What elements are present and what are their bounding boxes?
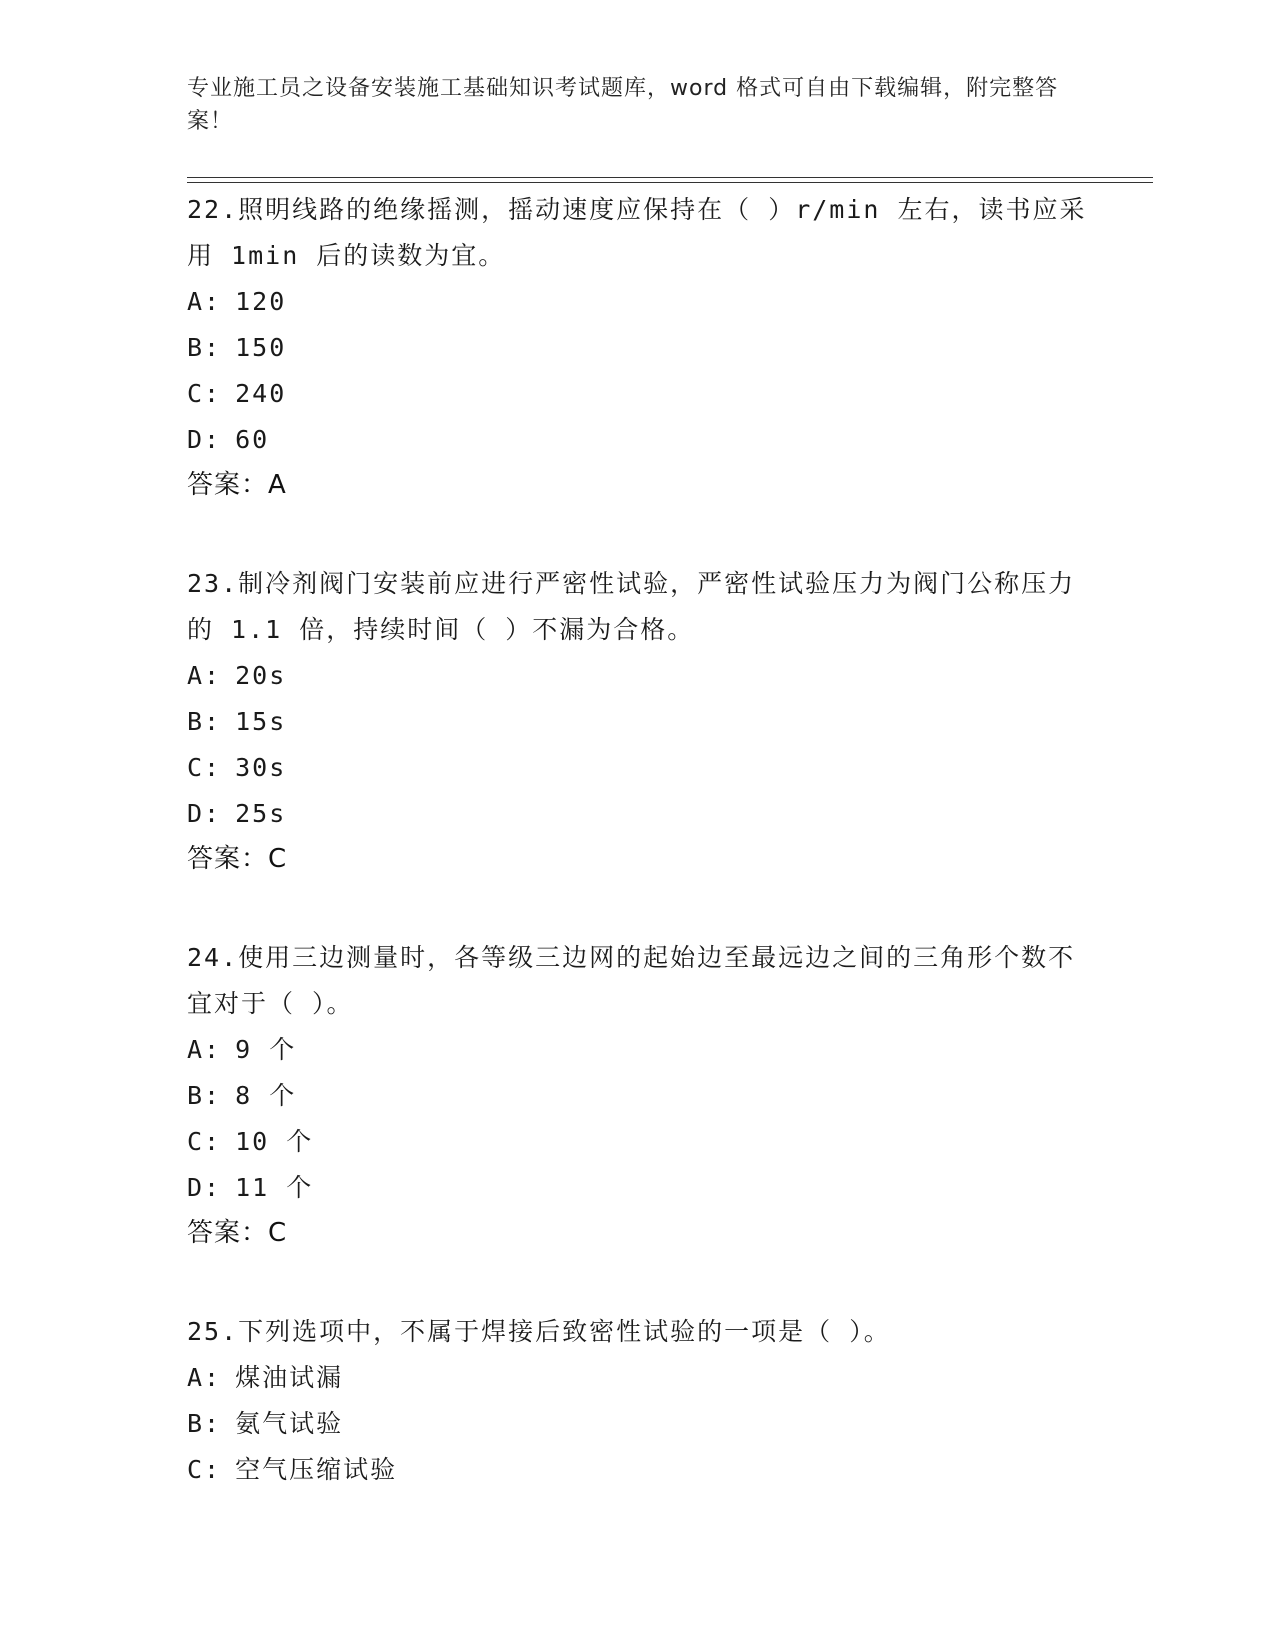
option-key: C: — [187, 1455, 222, 1484]
question-23 — [187, 561, 1087, 881]
option-a — [187, 653, 1087, 699]
option-key: D: — [187, 425, 222, 454]
question-22 — [187, 187, 1087, 507]
option-key: B: — [187, 707, 222, 736]
question-stem: 使用三边测量时，各等级三边网的起始边至最远边之间的三角形个数不宜对于（ ）。 — [187, 943, 1076, 1018]
option-a — [187, 1027, 1087, 1073]
question-text — [187, 935, 1087, 1027]
option-key: C: — [187, 753, 222, 782]
option-value: 15s — [235, 707, 287, 736]
document-header: 专业施工员之设备安装施工基础知识考试题库，word 格式可自由下载编辑，附完整答案！ — [187, 76, 1059, 134]
header-divider-top — [187, 177, 1153, 178]
option-value: 20s — [235, 661, 287, 690]
question-25 — [187, 1309, 1087, 1493]
option-value: 9 个 — [235, 1035, 297, 1064]
option-value: 8 个 — [235, 1081, 297, 1110]
option-key: A: — [187, 287, 222, 316]
question-text — [187, 561, 1087, 653]
option-d — [187, 1165, 1087, 1211]
question-stem: 照明线路的绝缘摇测，摇动速度应保持在（ ）r/min 左右，读书应采用 1min 后的读数为宜。 — [187, 195, 1087, 270]
option-value: 11 个 — [235, 1173, 314, 1202]
question-number: 25. — [187, 1317, 239, 1346]
option-d — [187, 791, 1087, 837]
option-key: D: — [187, 1173, 222, 1202]
option-key: C: — [187, 1127, 222, 1156]
question-number: 24. — [187, 943, 239, 972]
option-value: 氨气试验 — [235, 1409, 344, 1438]
option-key: B: — [187, 1081, 222, 1110]
option-a — [187, 279, 1087, 325]
option-value: 空气压缩试验 — [235, 1455, 398, 1484]
answer-label: 答案：A — [187, 470, 287, 500]
option-b — [187, 325, 1087, 371]
header-divider-bottom — [187, 182, 1153, 183]
option-value: 120 — [235, 287, 287, 316]
option-b — [187, 699, 1087, 745]
option-b — [187, 1401, 1087, 1447]
option-value: 60 — [235, 425, 270, 454]
option-value: 150 — [235, 333, 287, 362]
question-text — [187, 1309, 1087, 1355]
question-list — [187, 187, 1087, 1547]
question-stem: 下列选项中，不属于焊接后致密性试验的一项是（ ）。 — [238, 1317, 891, 1346]
option-key: A: — [187, 1035, 222, 1064]
option-c — [187, 1119, 1087, 1165]
option-value: 30s — [235, 753, 287, 782]
option-value: 煤油试漏 — [235, 1363, 344, 1392]
option-value: 25s — [235, 799, 287, 828]
option-key: A: — [187, 661, 222, 690]
answer-label: 答案：C — [187, 844, 288, 874]
option-value: 10 个 — [235, 1127, 314, 1156]
question-stem: 制冷剂阀门安装前应进行严密性试验，严密性试验压力为阀门公称压力的 1.1 倍，持续时间（ ）不漏为合格。 — [187, 569, 1076, 644]
answer-label: 答案：C — [187, 1218, 288, 1248]
option-d — [187, 417, 1087, 463]
question-number: 22. — [187, 195, 239, 224]
question-text — [187, 187, 1087, 279]
option-key: A: — [187, 1363, 222, 1392]
option-key: B: — [187, 1409, 222, 1438]
question-number: 23. — [187, 569, 239, 598]
option-key: B: — [187, 333, 222, 362]
option-value: 240 — [235, 379, 287, 408]
option-c — [187, 1447, 1087, 1493]
option-key: D: — [187, 799, 222, 828]
option-a — [187, 1355, 1087, 1401]
question-24 — [187, 935, 1087, 1255]
option-b — [187, 1073, 1087, 1119]
option-key: C: — [187, 379, 222, 408]
option-c — [187, 371, 1087, 417]
option-c — [187, 745, 1087, 791]
